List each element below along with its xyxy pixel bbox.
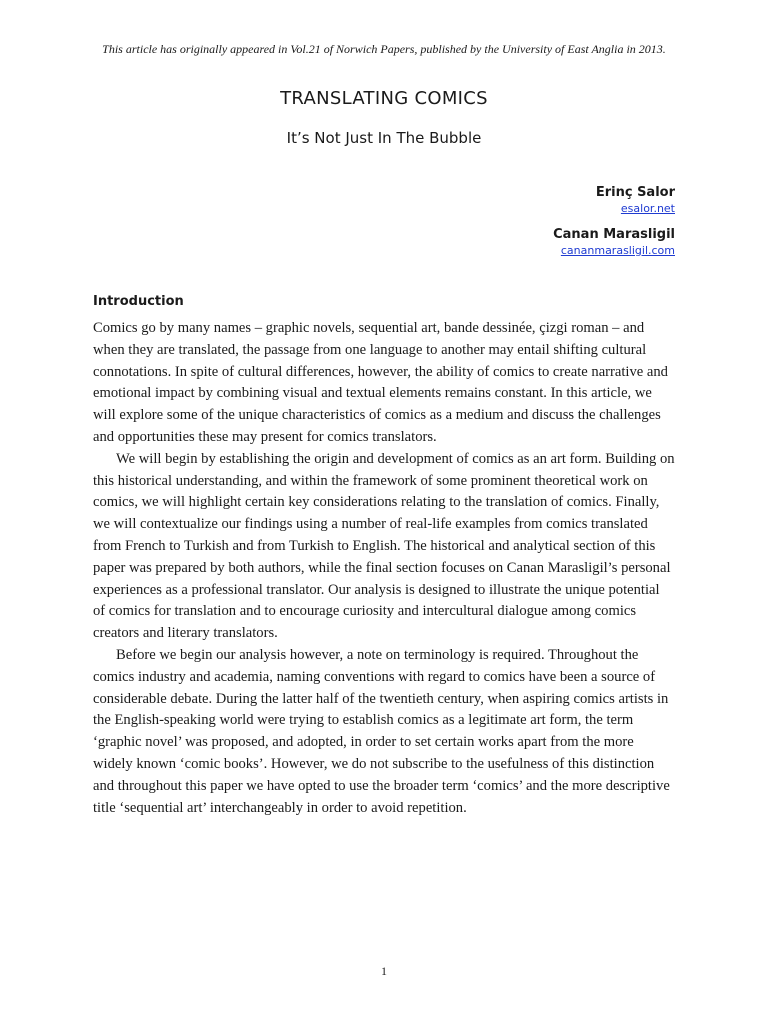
author-website-link[interactable]: cananmarasligil.com (560, 244, 675, 257)
article-subtitle: It’s Not Just In The Bubble (286, 129, 482, 147)
author-list (553, 184, 675, 258)
page-number: 1 (381, 964, 387, 978)
section-heading-introduction: Introduction (93, 294, 184, 309)
paragraph: We will begin by establishing the origin and development of comics as an art form. Building on this historical understanding, and within the framework of some prominent theoretical work on comics, we will highlight certain key considerations relating to the translation of comics. Finally, we will contextualize our findings using a number of real-life examples from comics translated from French to Turkish and from Turkish to English. The historical and analytical section of this paper was prepared by both authors, while the final section focuses on Canan Marasligil’s personal experiences as a professional translator. Our analysis is designed to illustrate the unique potential of comics for translation and to encourage curiosity and intercultural dialogue among comics creators and literary translators. (93, 450, 675, 642)
article-title: TRANSLATING COMICS (280, 88, 488, 109)
author-block (553, 184, 675, 216)
publication-note: This article has originally appeared in Vol.21 of Norwich Papers, published by the University of East Anglia in 2013. (102, 42, 666, 56)
paragraph: Comics go by many names – graphic novels, sequential art, bande dessinée, çizgi roman – and when they are translated, the passage from one language to another may entail shifting cultural connotations. In spite of cultural differences, however, the ability of comics to create narrative and emotional impact by combining visual and textual elements remains constant. In this article, we will explore some of the unique characteristics of comics as a medium and discuss the challenges and opportunities these may present for comics translators. (93, 320, 668, 445)
author-name: Canan Marasligil (553, 227, 675, 242)
author-website-link[interactable]: esalor.net (620, 202, 675, 215)
author-block (553, 226, 675, 258)
body-text (93, 318, 675, 819)
paragraph: Before we begin our analysis however, a note on terminology is required. Throughout the comics industry and academia, naming conventions with regard to comics have been a source of considerable debate. During the latter half of the twentieth century, when aspiring comics artists in the English-speaking world were trying to establish comics as a legitimate art form, the term ‘graphic novel’ was proposed, and adopted, in order to set certain works apart from the more widely known ‘comic books’. However, we do not subscribe to the usefulness of this distinction and throughout this paper we have opted to use the broader term ‘comics’ and the more descriptive title ‘sequential art’ interchangeably in order to avoid repetition. (93, 646, 670, 816)
author-name: Erinç Salor (595, 185, 675, 200)
